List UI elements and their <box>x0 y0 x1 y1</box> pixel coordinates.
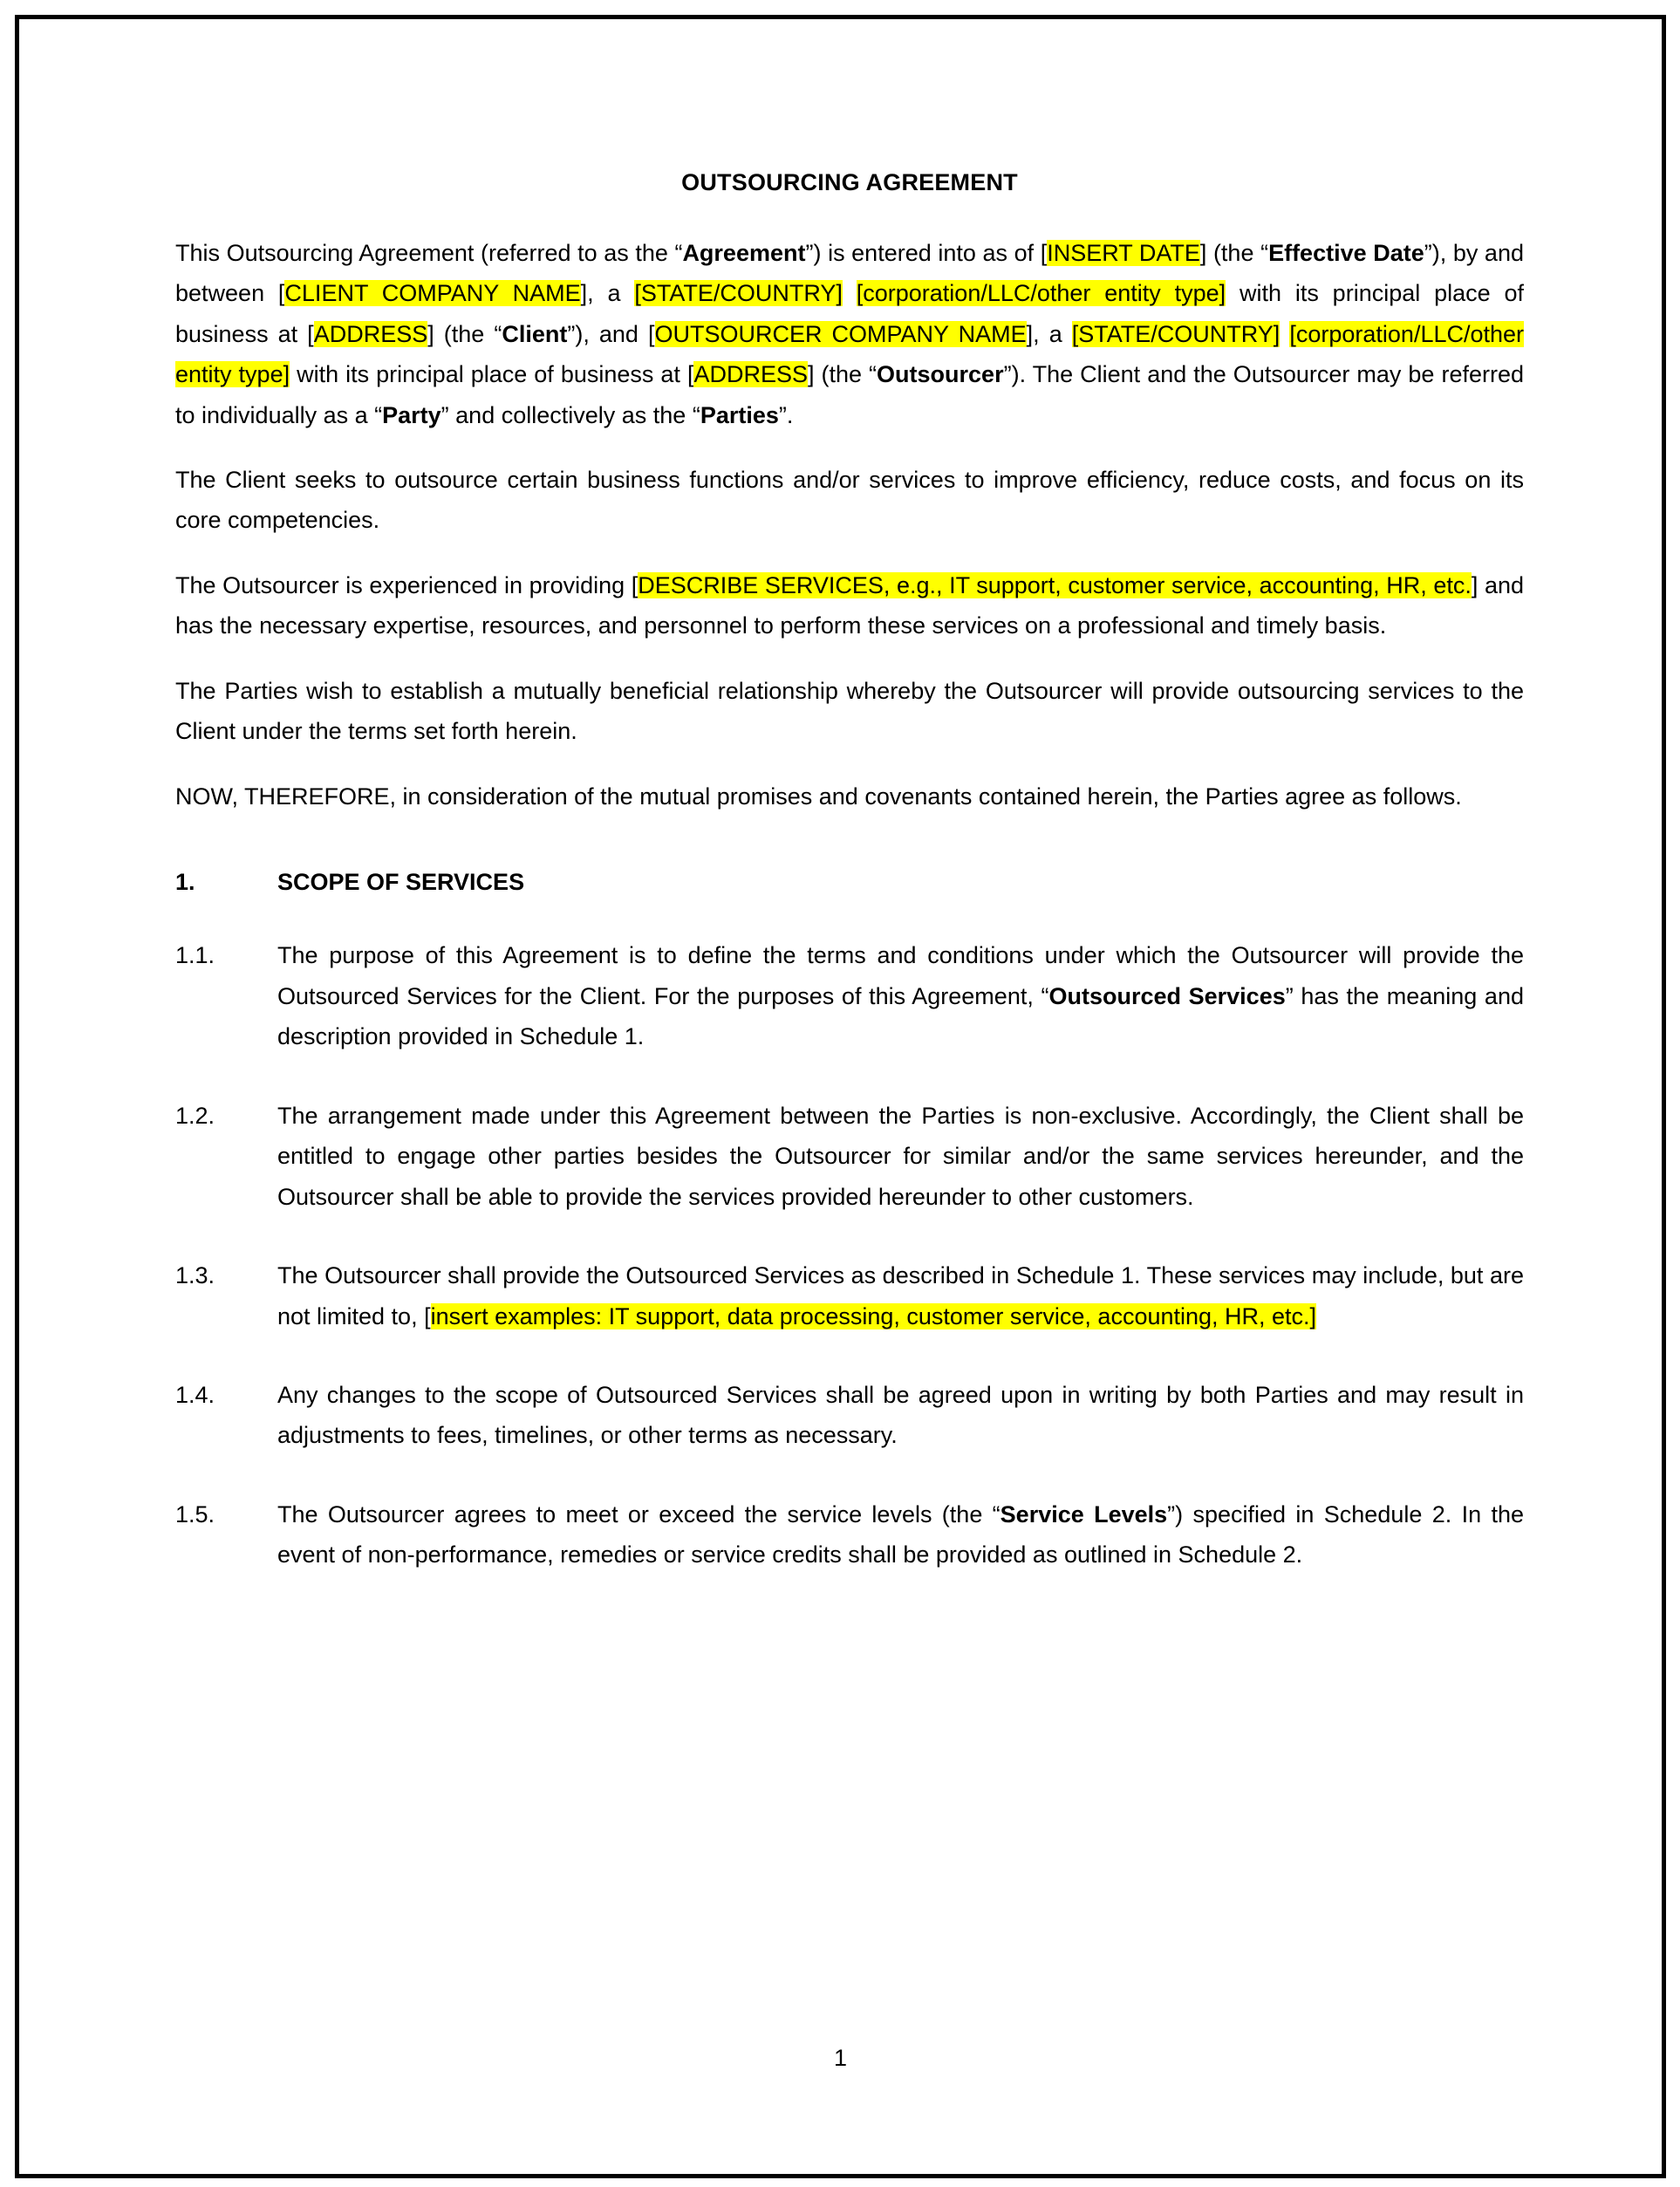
clause-number: 1.2. <box>175 1102 215 1129</box>
text-run: ”). The Client and the Outsourcer may be referred to individually as a “ <box>175 361 1524 428</box>
text-run: ”), by and between [ <box>175 239 1524 307</box>
defined-term-outsourced-services: Outsourced Services <box>1048 982 1286 1009</box>
clause-text: Any changes to the scope of Outsourced Services shall be agreed upon in writing by both Parties and may result in adjustments to fees, timelines, or other terms as necessary. <box>277 1381 1524 1449</box>
clause-number: 1.3. <box>175 1262 215 1289</box>
text-run: ] (the “ <box>427 320 502 347</box>
document-body <box>175 167 1524 1614</box>
clause-text <box>277 1494 1524 1575</box>
clause-1-5 <box>175 1494 1524 1575</box>
clause-number: 1.5. <box>175 1500 215 1527</box>
text-run: ], a <box>1026 320 1072 347</box>
text-run: ] and has the necessary expertise, resources, and personnel to perform these services on a professional and timely basis. <box>175 571 1524 639</box>
placeholder-describe-services: DESCRIBE SERVICES, e.g., IT support, customer service, accounting, HR, etc. <box>638 571 1472 598</box>
page-number-footer: 1 <box>833 2045 848 2071</box>
text-run: ”) specified in Schedule 2. In the event of non-performance, remedies or service credits shall be provided as outlined in Schedule 2. <box>277 1500 1524 1568</box>
clause-number: 1.4. <box>175 1381 215 1408</box>
preamble-paragraph-parties-wish: The Parties wish to establish a mutually beneficial relationship whereby the Outsourcer will provide outsourcing services to the Client under the terms set forth herein. <box>175 677 1524 745</box>
text-run: The purpose of this Agreement is to define the terms and conditions under which the Outsourcer will provide the Outsourced Services for the Client. For the purposes of this Agreement, “ <box>277 942 1524 1009</box>
text-run: ” has the meaning and description provided in Schedule 1. <box>277 982 1524 1050</box>
text-run: ] (the “ <box>1199 239 1269 266</box>
text-run <box>843 280 857 306</box>
text-run: with its principal place of business at [ <box>290 361 694 388</box>
placeholder-outsourcer-company-name: OUTSOURCER COMPANY NAME <box>654 320 1027 347</box>
placeholder-outsourcer-state-country: [STATE/COUNTRY] <box>1071 320 1280 347</box>
clause-text <box>277 1255 1524 1336</box>
text-run: ” and collectively as the “ <box>440 401 700 428</box>
defined-term-service-levels: Service Levels <box>1000 1500 1168 1527</box>
placeholder-client-state-country: [STATE/COUNTRY] <box>634 280 843 307</box>
defined-term-agreement: Agreement <box>682 239 806 266</box>
text-run <box>1280 321 1289 347</box>
placeholder-client-company-name: CLIENT COMPANY NAME <box>284 280 581 307</box>
page-border-frame <box>15 15 1666 2178</box>
clause-1-1 <box>175 935 1524 1056</box>
text-run: with its principal place of business at [ <box>175 280 1524 347</box>
preamble-paragraph-now-therefore: NOW, THEREFORE, in consideration of the mutual promises and covenants contained herein, the Parties agree as follows. <box>175 783 1462 810</box>
clause-number: 1.1. <box>175 942 215 969</box>
clause-text: The arrangement made under this Agreement between the Parties is non-exclusive. Accordingly, the Client shall be entitled to engage other parties besides the Outsourcer for similar and/or the same services hereunder, and the Outsourcer shall be able to provide the services provided hereunder to other customers. <box>277 1102 1524 1210</box>
preamble-paragraph-client-seeks: The Client seeks to outsource certain business functions and/or services to improve efficiency, reduce costs, and focus on its core competencies. <box>175 466 1524 534</box>
text-run: ”), and [ <box>567 320 655 347</box>
section-number: 1. <box>175 869 195 896</box>
clause-1-2 <box>175 1096 1524 1217</box>
section-heading-scope-of-services <box>175 862 1524 902</box>
clause-text <box>277 935 1524 1056</box>
placeholder-outsourcer-entity-type: [corporation/LLC/other entity type] <box>175 320 1525 388</box>
placeholder-outsourcer-address: ADDRESS <box>693 361 808 388</box>
clause-1-4 <box>175 1375 1524 1456</box>
section-title: SCOPE OF SERVICES <box>277 869 525 896</box>
defined-term-effective-date: Effective Date <box>1268 239 1424 266</box>
text-run: ] (the “ <box>807 361 878 388</box>
page-title: OUTSOURCING AGREEMENT <box>681 169 1018 195</box>
text-run: This Outsourcing Agreement (referred to as the “ <box>175 239 683 266</box>
text-run: The Outsourcer agrees to meet or exceed the service levels (the “ <box>277 1500 1000 1527</box>
text-run: The Outsourcer shall provide the Outsourced Services as described in Schedule 1. These services may include, but are not limited to, [ <box>277 1262 1524 1329</box>
placeholder-insert-date: INSERT DATE <box>1047 239 1200 266</box>
text-run: The Outsourcer is experienced in providing [ <box>175 571 639 598</box>
text-run: ”) is entered into as of [ <box>805 239 1048 266</box>
text-run: ”. <box>778 401 794 428</box>
defined-term-outsourcer: Outsourcer <box>877 361 1004 388</box>
placeholder-client-address: ADDRESS <box>313 320 428 347</box>
placeholder-client-entity-type: [corporation/LLC/other entity type] <box>856 280 1226 307</box>
defined-term-party: Party <box>382 401 441 428</box>
placeholder-insert-examples: insert examples: IT support, data processing, customer service, accounting, HR, etc.] <box>430 1302 1317 1329</box>
text-run: ], a <box>580 280 635 307</box>
defined-term-parties: Parties <box>700 401 779 428</box>
defined-term-client: Client <box>502 320 568 347</box>
preamble-paragraph-outsourcer-experience <box>175 565 1524 646</box>
clause-1-3 <box>175 1255 1524 1336</box>
preamble-paragraph-parties <box>175 233 1524 435</box>
